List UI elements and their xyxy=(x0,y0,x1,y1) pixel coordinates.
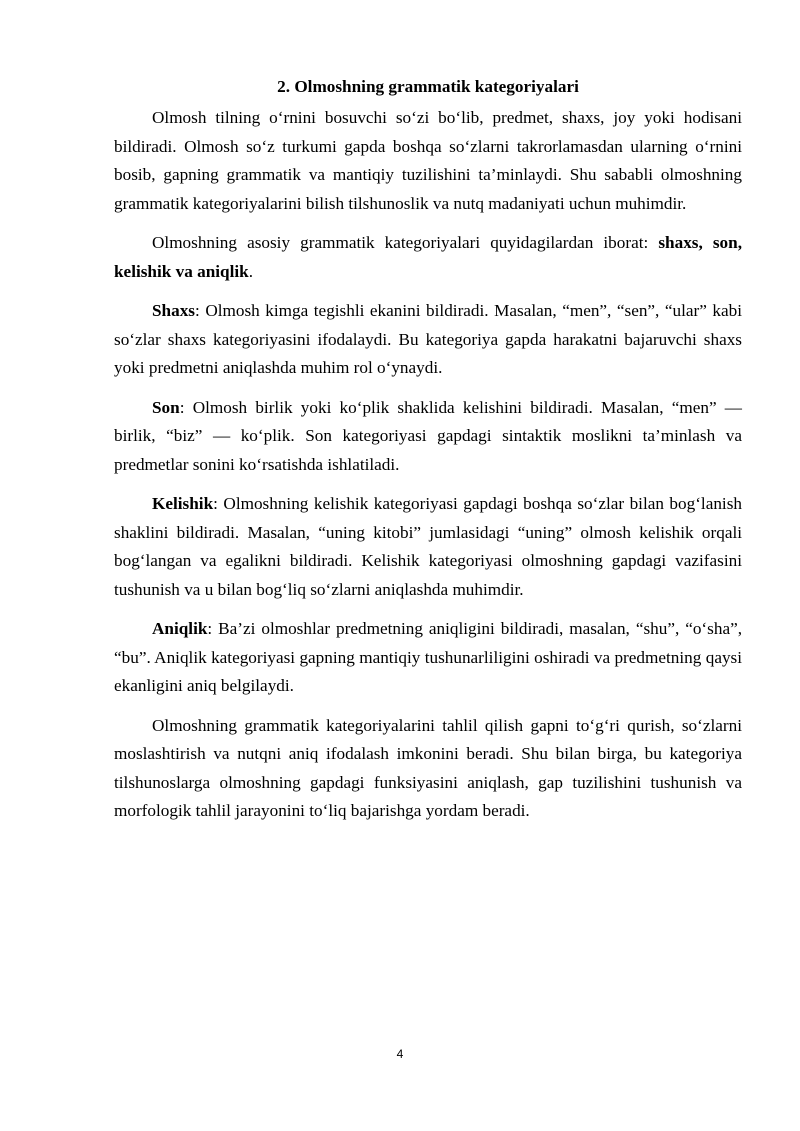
paragraph-conclusion: Olmoshning grammatik kategoriyalarini tahlil qilish gapni to‘g‘ri qurish, so‘zlarni moslashtirish va nutqni aniq ifodalash imkonini beradi. Shu bilan birga, bu kategoriya tilshunoslarga olmoshning gapdagi funksiyasini aniqlash, gap tuzilishini tushunish va morfologik tahlil jarayonini to‘liq bajarishga yordam beradi. xyxy=(114,715,742,820)
term-shaxs: Shaxs xyxy=(152,301,195,320)
paragraph-categories-list xyxy=(114,229,742,286)
term-aniqlik: Aniqlik xyxy=(152,619,208,638)
page-content xyxy=(114,74,742,837)
categories-bold: shaxs, son, kelishik va aniqlik xyxy=(114,233,743,281)
paragraph-text: : Ba’zi olmoshlar predmetning aniqligini bildiradi, masalan, “shu”, “o‘sha”, “bu”. Aniqlik kategoriyasi gapning mantiqiy tushunarliligini oshiradi va predmetning qaysi ekanligini aniq belgilaydi. xyxy=(114,619,742,695)
paragraph-text: Olmoshning asosiy grammatik kategoriyalari quyidagilardan iborat: xyxy=(152,233,659,252)
paragraph-shaxs xyxy=(114,297,742,383)
term-son: Son xyxy=(152,397,180,417)
paragraph-son xyxy=(114,394,742,480)
paragraph-text: : Olmosh kimga tegishli ekanini bildiradi. Masalan, “men”, “sen”, “ular” kabi so‘zlar shaxs kategoriyasini ifodalaydi. Bu kategoriya gapda harakatni bajaruvchi shaxs yoki predmetni aniqlashda muhim rol o‘ynaydi. xyxy=(114,301,742,377)
paragraph-intro: Olmosh tilning o‘rnini bosuvchi so‘zi bo‘lib, predmet, shaxs, joy yoki hodisani bildiradi. Olmosh so‘z turkumi gapda boshqa so‘zlarni takrorlamasdan ularning o‘rnini bosib, gapning grammatik va mantiqiy tuzilishini ta’minlaydi. Shu sababli olmoshning grammatik kategoriyalarini bilish tilshunoslik va nutq madaniyati uchun muhimdir. xyxy=(114,108,742,213)
paragraph-aniqlik xyxy=(114,615,742,701)
paragraph-text: : Olmoshning kelishik kategoriyasi gapdagi boshqa so‘zlar bilan bog‘lanish shaklini bildiradi. Masalan, “uning kitobi” jumlasidagi “uning” olmosh kelishik orqali bog‘langan va egalikni bildiradi. Kelishik kategoriyasi olmoshning gapdagi vazifasini tushunish va u bilan bog‘liq so‘zlarni aniqlashda muhimdir. xyxy=(114,494,742,599)
term-kelishik: Kelishik xyxy=(152,494,214,513)
page-number: 4 xyxy=(396,1047,404,1061)
paragraph-text: : Olmosh birlik yoki ko‘plik shaklida kelishini bildiradi. Masalan, “men” — birlik, “biz” — ko‘plik. Son kategoriyasi gapdagi sintaktik moslikni ta’minlash va predmetlar sonini ko‘rsatishda ishlatiladi. xyxy=(114,397,742,474)
paragraph-kelishik xyxy=(114,490,742,604)
paragraph-end: . xyxy=(248,261,253,281)
section-heading: 2. Olmoshning grammatik kategoriyalari xyxy=(277,77,579,96)
